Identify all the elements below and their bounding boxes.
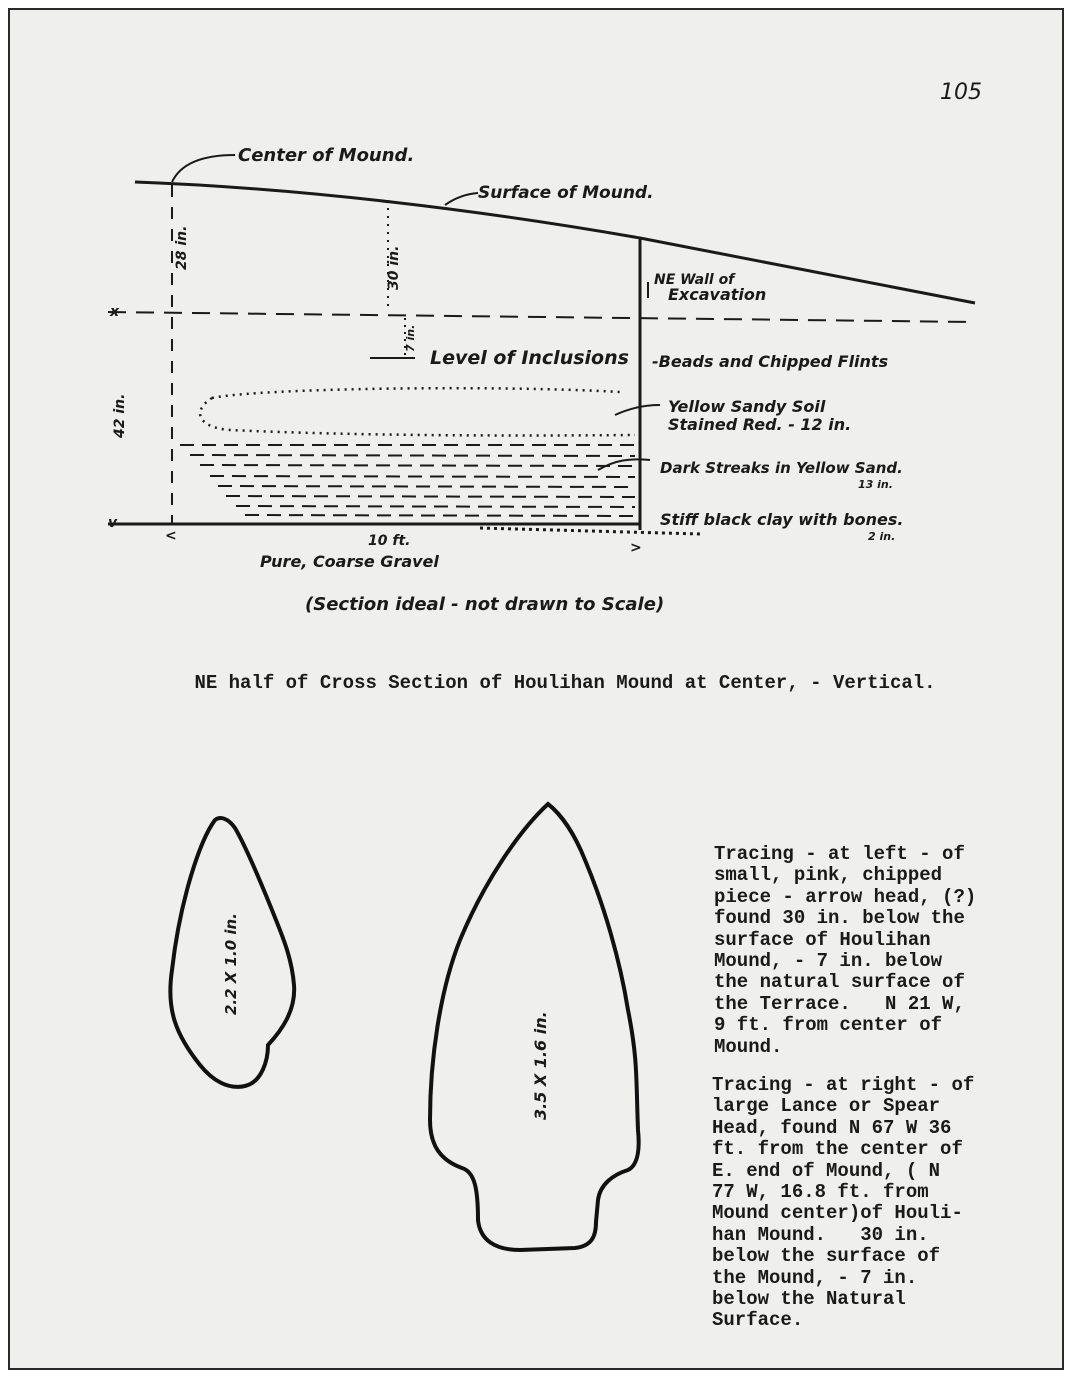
wall-label-line-1: NE Wall of — [654, 272, 735, 288]
dark-streaks-leader-line — [598, 459, 650, 470]
svg-text:x: x — [110, 304, 120, 320]
svg-text:>: > — [630, 540, 642, 556]
small-tracing-size: 2.2 X 1.0 in. — [222, 913, 240, 1015]
beads-label: -Beads and Chipped Flints — [652, 352, 889, 371]
gravel-label: Pure, Coarse Gravel — [260, 552, 439, 571]
center-leader-line — [172, 155, 235, 182]
dark-streaks-label-2: 13 in. — [858, 478, 893, 491]
center-of-mound-label: Center of Mound. — [238, 145, 415, 166]
svg-text:<: < — [165, 528, 177, 544]
right-tracing-note: Tracing - at right - of large Lance or Spear Head, found N 67 W 36 ft. from the center of E. end of Mound, ( N 77 W, 16.8 ft. from Mound center)of Houli- han Mound. 30 in. below the surface of the Mound, - 7 in. below the Natural Surface. — [712, 1074, 975, 1332]
inclusions-label: Level of Inclusions — [430, 347, 629, 369]
dark-streaks-pattern — [180, 445, 635, 516]
figure-caption: NE half of Cross Section of Houlihan Mound at Center, - Vertical. — [194, 672, 936, 694]
scale-note: (Section ideal - not drawn to Scale) — [305, 594, 665, 615]
dark-streaks-label-1: Dark Streaks in Yellow Sand. — [660, 459, 903, 477]
clay-label-2: 2 in. — [868, 530, 896, 543]
yellow-soil-label-2: Stained Red. - 12 in. — [668, 415, 852, 434]
surface-leader-line — [445, 193, 478, 205]
left-tracing-note: Tracing - at left - of small, pink, chipped piece - arrow head, (?) found 30 in. below the surface of Houlihan Mound, - 7 in. below the natural surface of the Terrace. N 21 W, 9 ft. from center of Mound. — [714, 843, 977, 1058]
depth-30-label: 30 in. — [386, 245, 402, 290]
yellow-soil-leader-line — [615, 405, 660, 415]
yellow-soil-dotted-outline — [200, 388, 635, 435]
yellow-soil-label-1: Yellow Sandy Soil — [668, 397, 826, 416]
natural-surface-dashed-line — [108, 312, 975, 322]
large-tracing-size: 3.5 X 1.6 in. — [531, 1011, 550, 1120]
page-number: 105 — [940, 80, 982, 105]
depth-center-label: 28 in. — [174, 225, 190, 270]
surface-of-mound-label: Surface of Mound. — [478, 183, 654, 203]
wall-label-line-2: Excavation — [668, 285, 767, 304]
svg-text:v: v — [108, 515, 118, 531]
width-label: 10 ft. — [368, 533, 411, 549]
depth-7-label: 7 in. — [404, 324, 417, 352]
clay-label-1: Stiff black clay with bones. — [660, 510, 904, 529]
depth-42-label: 42 in. — [112, 393, 128, 438]
